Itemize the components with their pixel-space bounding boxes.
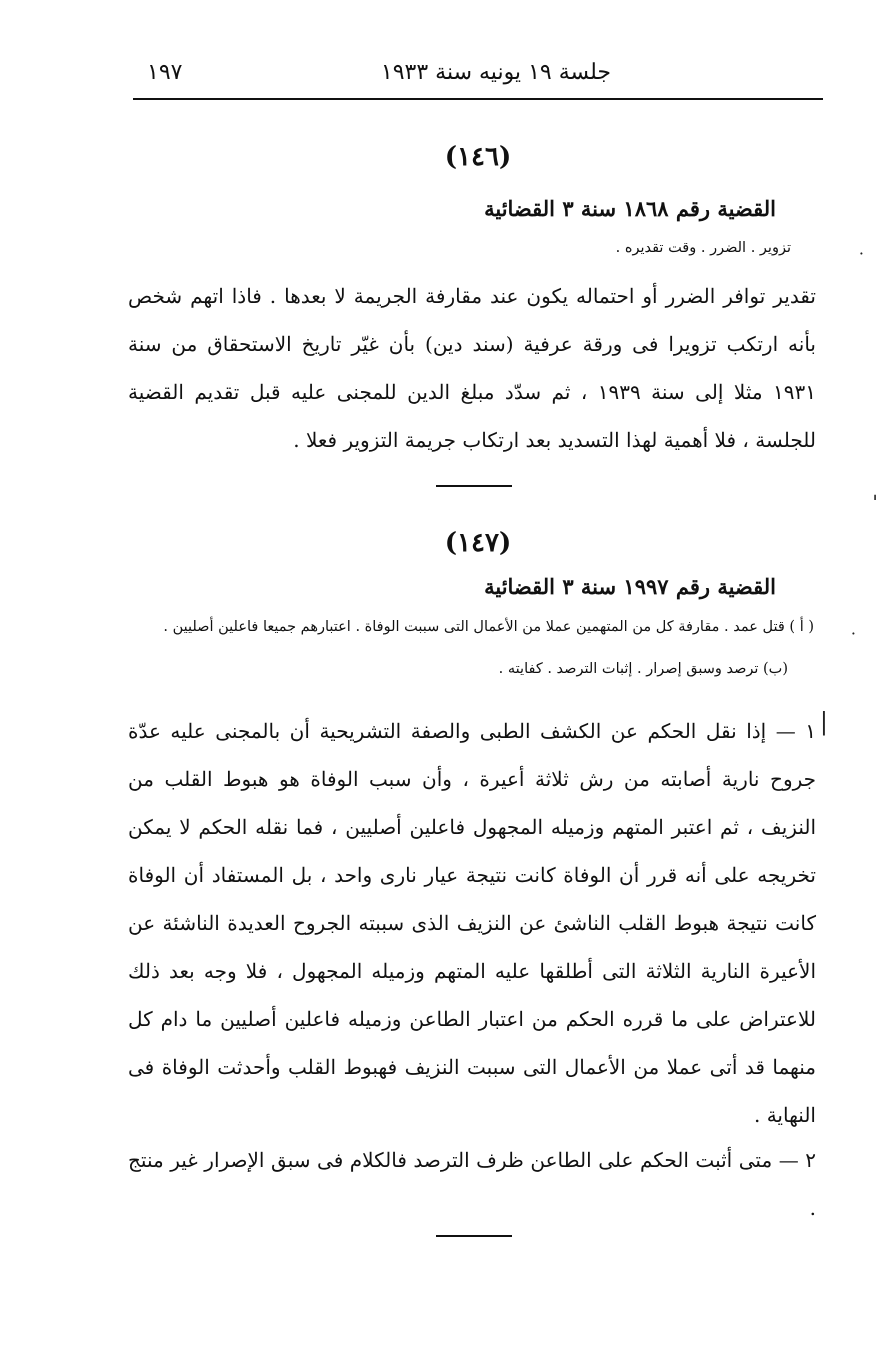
case-keywords: ( أ ) قتل عمد . مقارفة كل من المتهمين عملا من الأعمال التى سببت الوفاة . اعتبارهم جميعا فاعلين أصليين . bbox=[163, 619, 814, 635]
case-reference: القضية رقم ١٨٦٨ سنة ٣ القضائية bbox=[484, 196, 776, 221]
margin-speck: · bbox=[850, 624, 856, 643]
page-header bbox=[133, 58, 823, 100]
case-number: (١٤٦) bbox=[444, 142, 512, 172]
case-principle-paragraph: ١ — إذا نقل الحكم عن الكشف الطبى والصفة التشريحية أن بالمجنى عليه عدّة جروح نارية أصابته من رش ثلاثة أعيرة ، وأن سبب الوفاة هو هبوط القلب من النزيف ، ثم اعتبر المتهم وزميله المجهول فاعلين أصليين ، فما نقله الحكم لا يمكن تخريجه على أنه قرر أن الوفاة كانت نتيجة عيار نارى واحد ، بل المستفاد أن الوفاة كانت نتيجة هبوط القلب الناشئ عن النزيف الذى سببته الجروح العديدة الناشئة عن الأعيرة النارية الثلاثة التى أطلقها عليه المتهم وزميله المجهول ، فلا وجه بعد ذلك للاعتراض على ما قرره الحكم من اعتبار الطاعن وزميله فاعلين أصليين ما دام كل منهما قد أتى عملا من الأعمال التى سببت النزيف فهبوط القلب وأحدثت الوفاة فى النهاية . bbox=[128, 719, 816, 1127]
case-principle-paragraph: ٢ — متى أثبت الحكم على الطاعن ظرف الترصد فالكلام فى سبق الإصرار غير منتج . bbox=[128, 1148, 816, 1220]
section-divider bbox=[436, 485, 512, 487]
case-summary-paragraph: تقدير توافر الضرر أو احتماله يكون عند مقارفة الجريمة لا بعدها . فاذا اتهم شخص بأنه ارتكب تزويرا فى ورقة عرفية (سند دين) بأن غيّر تاريخ الاستحقاق من سنة ١٩٣١ مثلا إلى سنة ١٩٣٩ ، ثم سدّد مبلغ الدين للمجنى عليه قبل تقديم القضية للجلسة ، فلا أهمية لهذا التسديد بعد ارتكاب جريمة التزوير فعلا . bbox=[128, 284, 816, 452]
running-head: جلسة ١٩ يونيه سنة ١٩٣٣ bbox=[380, 60, 611, 85]
section-divider bbox=[436, 1235, 512, 1237]
case-keywords: (ب) ترصد وسبق إصرار . إثبات الترصد . كفايته . bbox=[498, 661, 788, 677]
case-reference: القضية رقم ١٩٩٧ سنة ٣ القضائية bbox=[484, 574, 776, 599]
case-number: (١٤٧) bbox=[444, 528, 512, 558]
margin-mark: | bbox=[819, 708, 828, 736]
margin-speck: · bbox=[858, 244, 864, 263]
margin-mark: ˌ bbox=[871, 478, 878, 503]
case-keywords: تزوير . الضرر . وقت تقديره . bbox=[615, 240, 791, 256]
page-number: ١٩٧ bbox=[147, 60, 183, 85]
